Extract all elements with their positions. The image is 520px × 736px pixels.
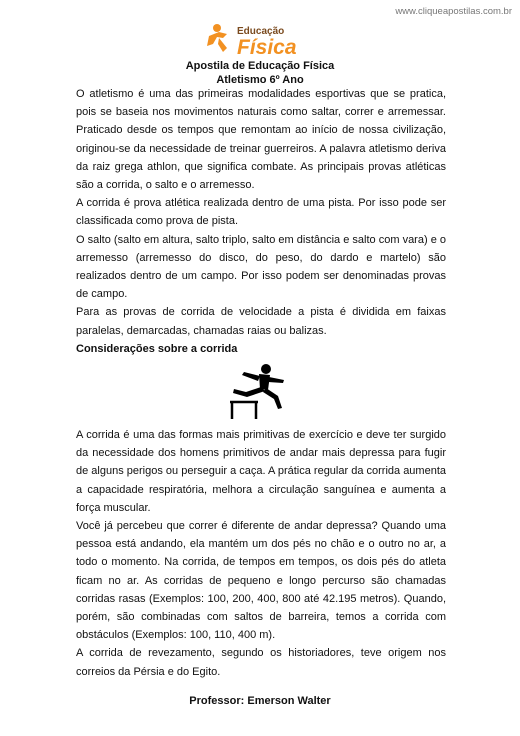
logo-fisica-text: Física	[237, 36, 297, 58]
paragraph: O salto (salto em altura, salto triplo, salto em distância e salto com vara) e o arremesso (arremesso do disco, do peso, do dardo e martelo) são realizados dentro de um campo. Por isso podem ser denominadas provas de campo.	[76, 233, 446, 301]
section-title: Considerações sobre a corrida	[76, 342, 238, 355]
paragraph: Para as provas de corrida de velocidade a pista é dividida em faixas paralelas, demarcadas, chamadas raias ou balizas.	[76, 306, 446, 337]
paragraph: A corrida é prova atlética realizada dentro de uma pista. Por isso pode ser classificada como prova de pista.	[76, 197, 446, 228]
page-title: Apostila de Educação Física	[185, 60, 335, 72]
footer-author: Professor: Emerson Walter	[189, 695, 331, 707]
logo-educacao-text: Educação	[237, 26, 285, 37]
paragraph: O atletismo é uma das primeiras modalidades esportivas que se pratica, pois se baseia nos movimentos naturais como saltar, correr e arremessar. Praticado desde os tempos que remontam ao início de nossa civilização, originou-se da necessidade de treinar guerreiros. A palavra atletismo deriva da raiz grega athlon, que significa combate. As principais provas atléticas são a corrida, o salto e o arremesso.	[76, 88, 446, 192]
page-heading	[0, 59, 520, 87]
paragraph: A corrida é uma das formas mais primitivas de exercício e deve ter surgido da necessidade dos homens primitivos de andar mais depressa para fugir de alguns perigos ou perseguir a caça. A prática regular da corrida aumenta a capacidade respiratória, melhora a circulação sanguínea e aumenta a força muscular.	[76, 429, 446, 514]
document-body	[76, 85, 446, 681]
hurdler-icon	[226, 362, 296, 422]
source-url: www.cliqueapostilas.com.br	[395, 6, 512, 17]
hurdler-illustration	[76, 362, 446, 422]
paragraph: A corrida de revezamento, segundo os historiadores, teve origem nos correios da Pérsia e do Egito.	[76, 647, 446, 678]
athlete-figure-icon	[207, 24, 227, 52]
page-subtitle: Atletismo 6º Ano	[216, 74, 304, 86]
educacao-fisica-logo	[0, 22, 520, 58]
paragraph: Você já percebeu que correr é diferente de andar depressa? Quando uma pessoa está andando, ela mantém um dos pés no chão e o outro no ar, a todo o momento. Na corrida, de tempos em tempos, os dois pés do atleta ficam no ar. As corridas de pequeno e longo percurso são chamadas corridas rasas (Exemplos: 100, 200, 400, 800 até 42.195 metros). Quando, porém, são combinadas com saltos de barreira, temos a corrida com obstáculos (Exemplos: 100, 110, 400 m).	[76, 520, 446, 642]
